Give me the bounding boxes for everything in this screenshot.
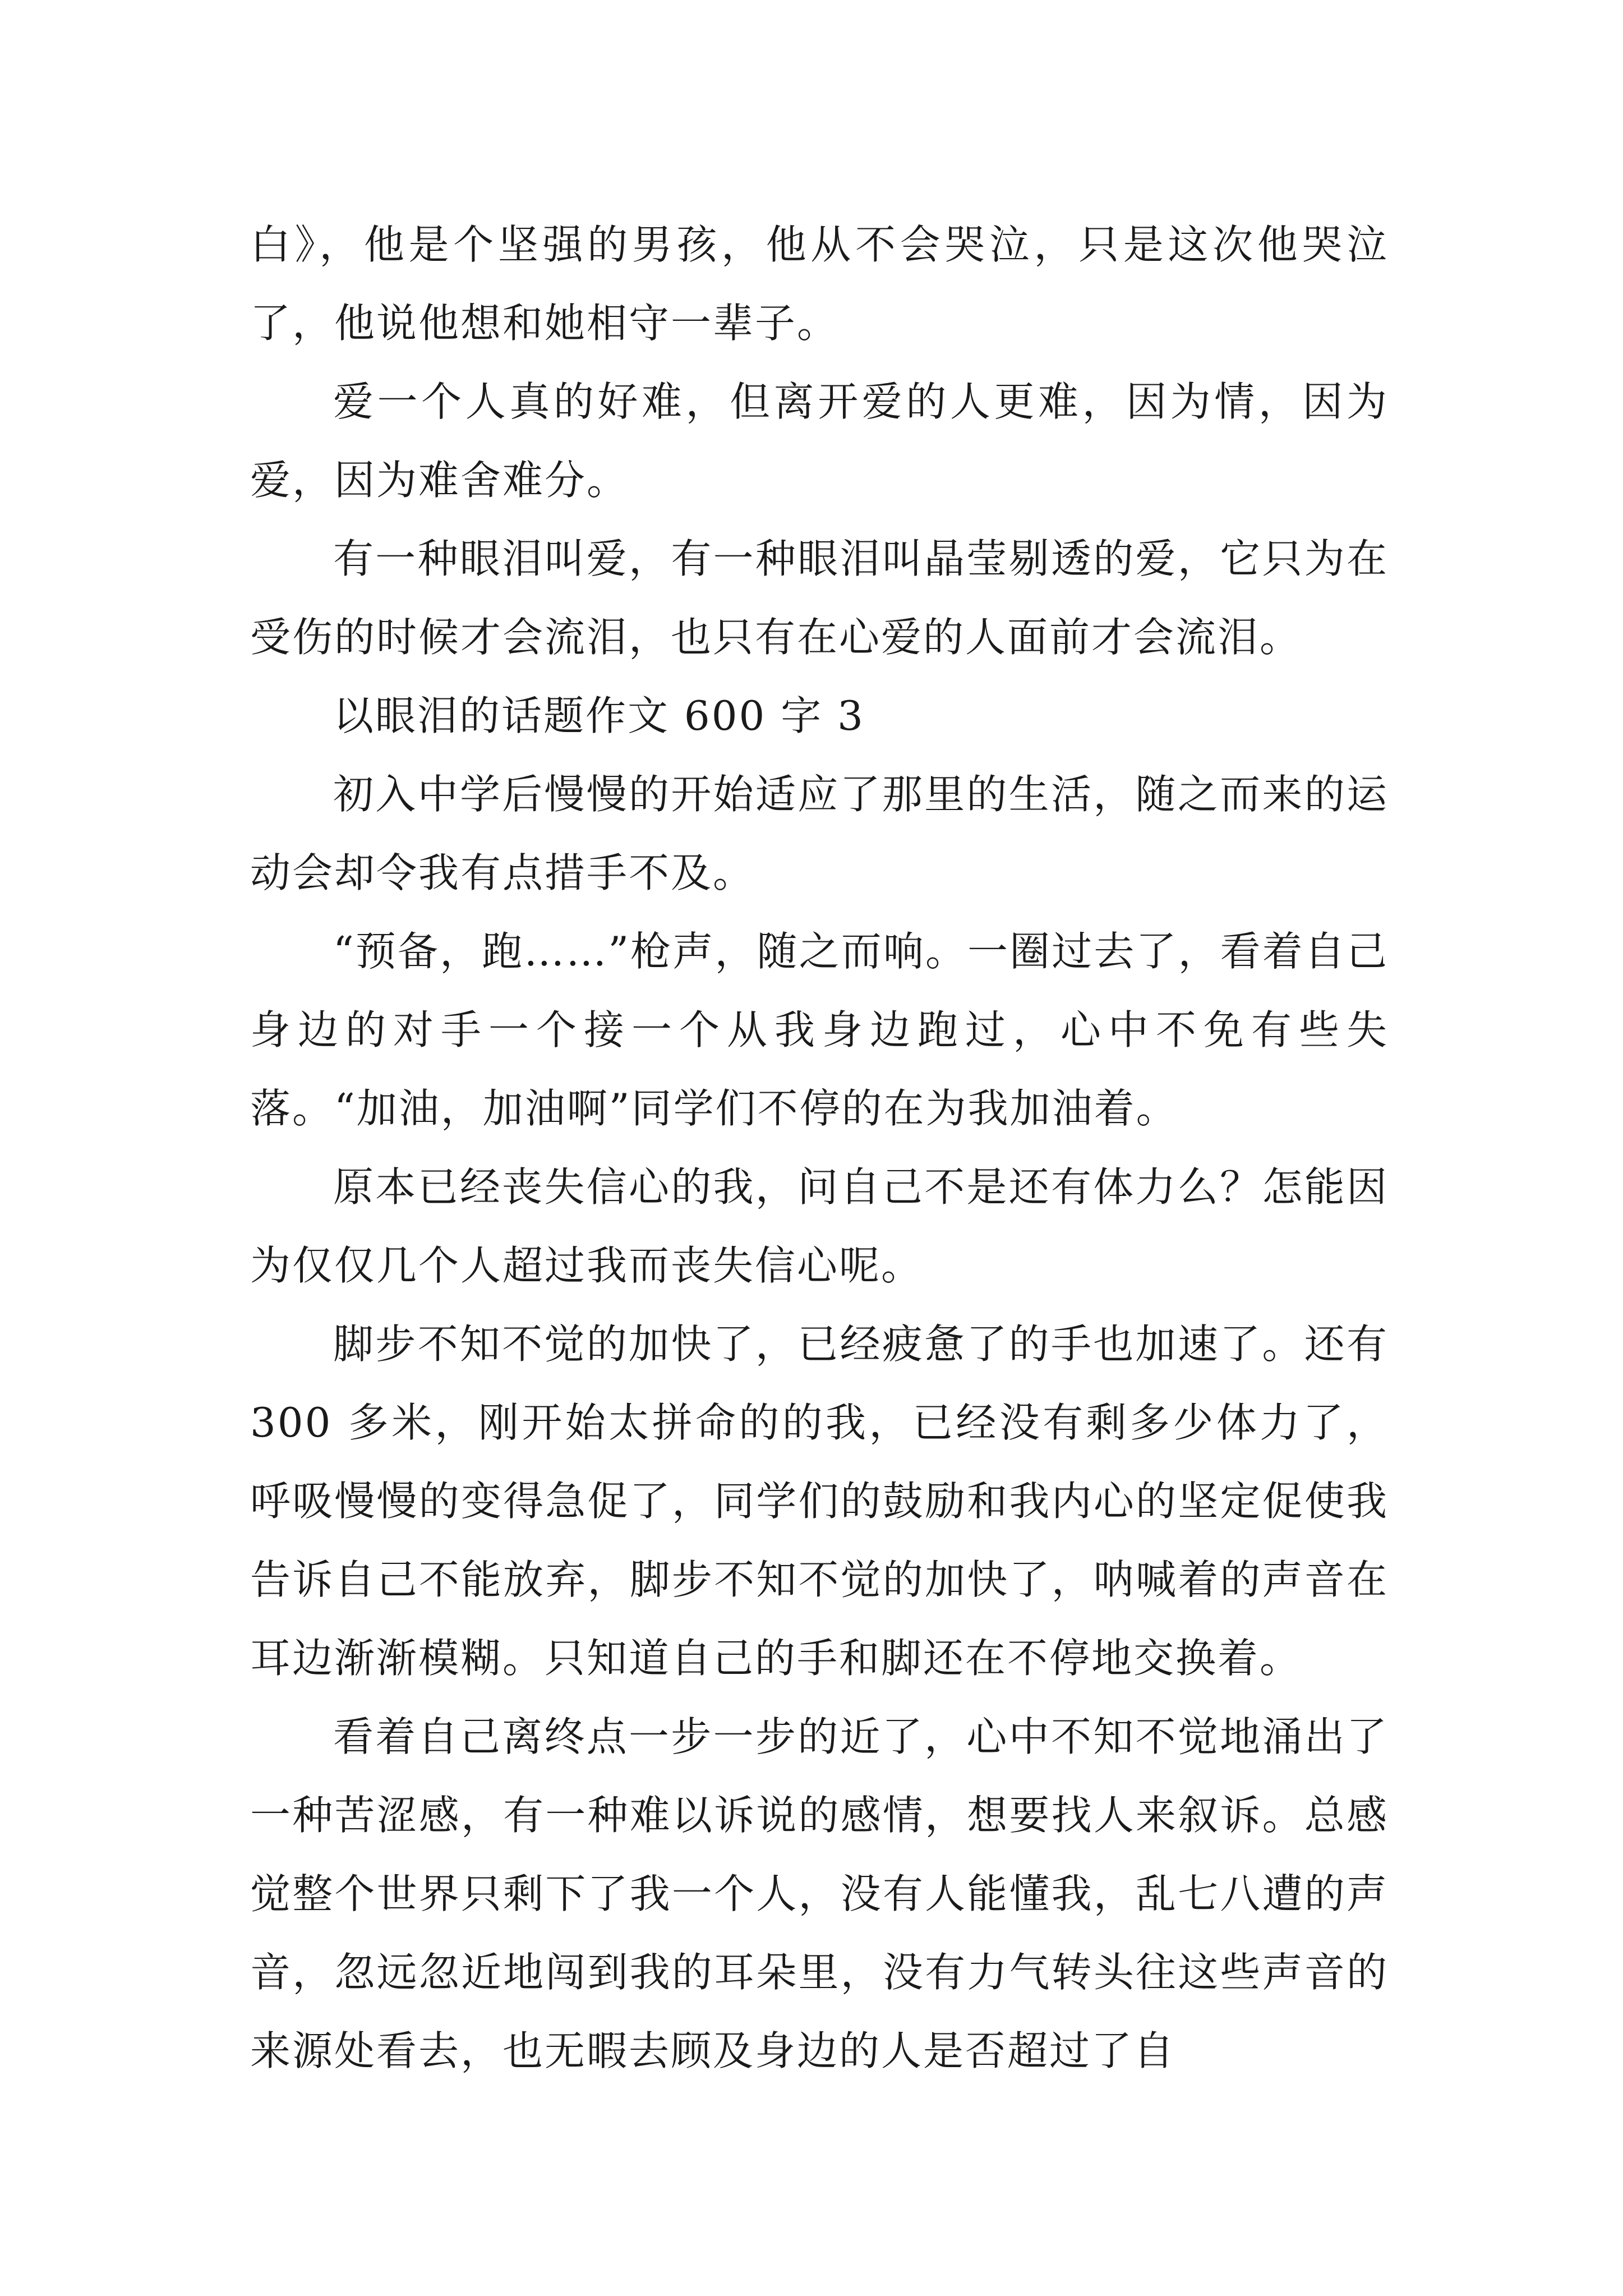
paragraph-1: 白》，他是个坚强的男孩，他从不会哭泣，只是这次他哭泣了，他说他想和她相守一辈子。 bbox=[250, 221, 1389, 347]
body-text bbox=[250, 205, 1389, 2090]
paragraph-4: 初入中学后慢慢的开始适应了那里的生活，随之而来的运动会却令我有点措手不及。 bbox=[250, 771, 1389, 896]
paragraph-3: 有一种眼泪叫爱，有一种眼泪叫晶莹剔透的爱，它只为在受伤的时候才会流泪，也只有在心爱的人面前才会流泪。 bbox=[250, 535, 1389, 661]
section-heading: 以眼泪的话题作文 600 字 3 bbox=[333, 692, 865, 739]
paragraph-6: 原本已经丧失信心的我，问自己不是还有体力么？怎能因为仅仅几个人超过我而丧失信心呢。 bbox=[250, 1163, 1389, 1289]
paragraph-2: 爱一个人真的好难，但离开爱的人更难，因为情，因为爱，因为难舍难分。 bbox=[250, 378, 1389, 504]
paragraph-7: 脚步不知不觉的加快了，已经疲惫了的手也加速了。还有 300 多米，刚开始太拼命的的我，已经没有剩多少体力了，呼吸慢慢的变得急促了，同学们的鼓励和我内心的坚定促使我告诉自己不能放弃，脚步不知不觉的加快了，呐喊着的声音在耳边渐渐模糊。只知道自己的手和脚还在不停地交换着。 bbox=[250, 1320, 1389, 1682]
paragraph-5: “预备，跑……”枪声，随之而响。一圈过去了，看着自己身边的对手一个接一个从我身边跑过，心中不免有些失落。“加油，加油啊”同学们不停的在为我加油着。 bbox=[250, 928, 1389, 1132]
paragraph-8: 看着自己离终点一步一步的近了，心中不知不觉地涌出了一种苦涩感，有一种难以诉说的感情，想要找人来叙诉。总感觉整个世界只剩下了我一个人，没有人能懂我，乱七八遭的声音，忽远忽近地闯到我的耳朵里，没有力气转头往这些声音的来源处看去，也无暇去顾及身边的人是否超过了自 bbox=[250, 1713, 1389, 2074]
